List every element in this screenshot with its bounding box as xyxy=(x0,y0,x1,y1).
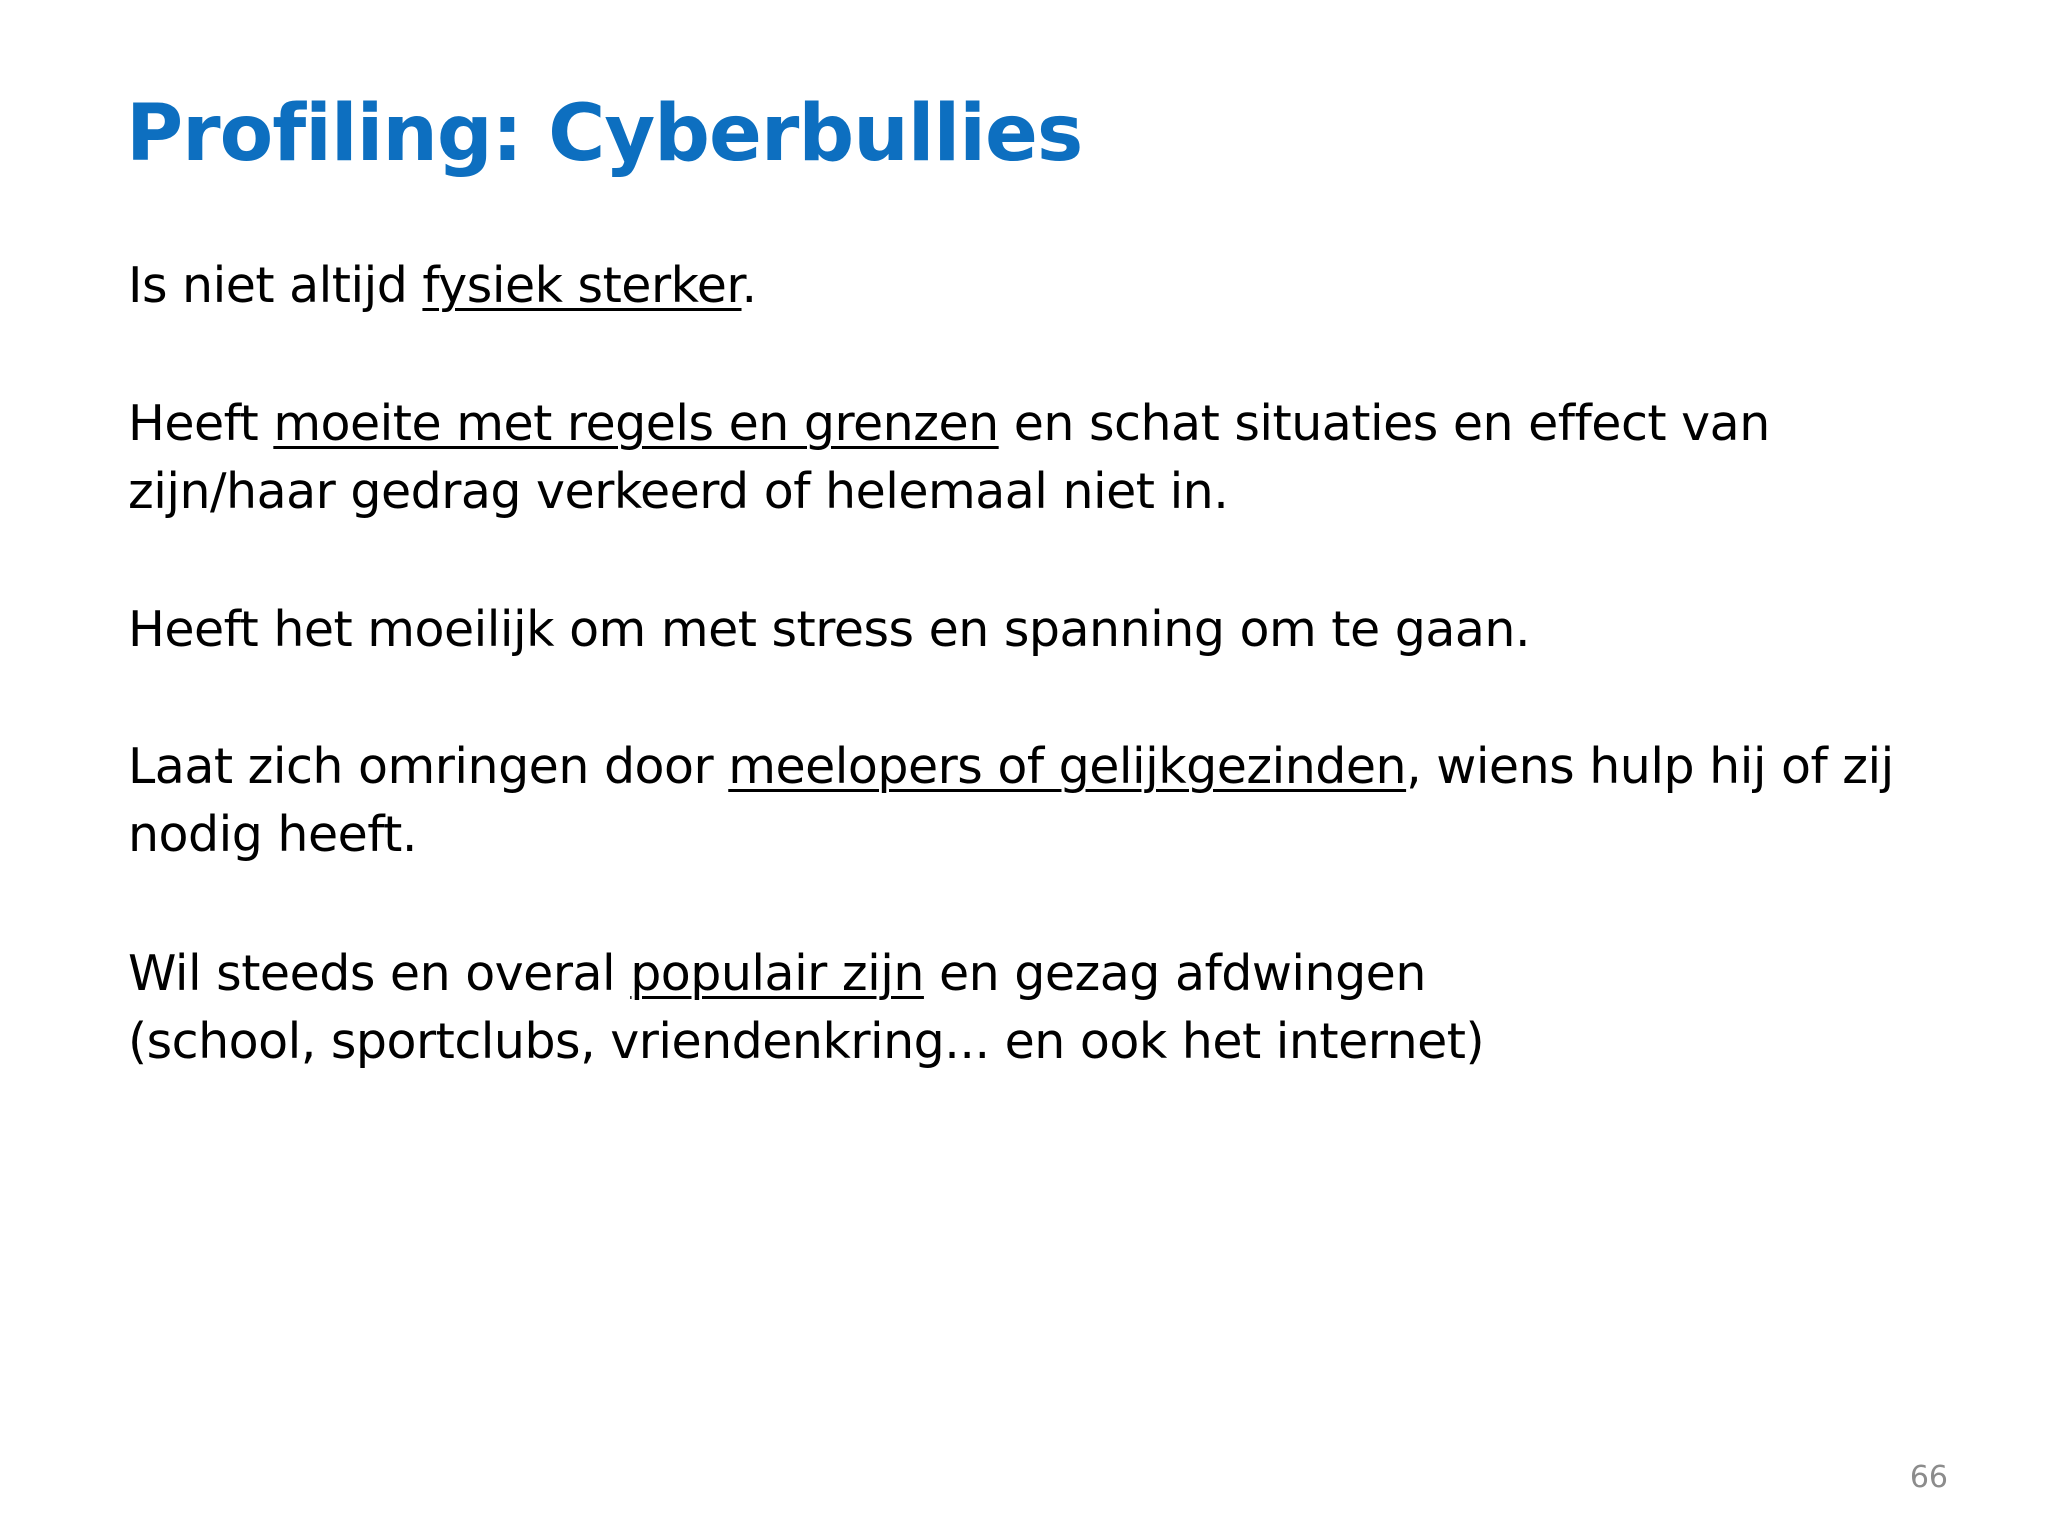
underlined-phrase: moeite met regels en grenzen xyxy=(273,395,999,452)
underlined-phrase: populair zijn xyxy=(630,945,924,1002)
text-segment-second-line: (school, sportclubs, vriendenkring... en ook het internet) xyxy=(128,1013,1485,1070)
slide-title: Profiling: Cyberbullies xyxy=(126,89,1083,179)
paragraph-rules-and-limits xyxy=(128,390,1978,526)
text-segment: . xyxy=(741,257,757,314)
underlined-phrase: fysiek sterker xyxy=(422,257,742,314)
text-segment: Is niet altijd xyxy=(128,257,423,314)
paragraph-popularity xyxy=(128,940,1978,1076)
text-segment: Heeft het moeilijk om met stress en spanning om te gaan. xyxy=(128,601,1531,658)
paragraph-stress xyxy=(128,596,1978,664)
underlined-phrase: meelopers of gelijkgezinden xyxy=(728,738,1407,795)
text-segment: Laat zich omringen door xyxy=(128,738,729,795)
paragraph-physical-strength xyxy=(128,252,1978,320)
text-segment: , wiens hulp hij of zij nodig heeft. xyxy=(128,738,1894,863)
paragraph-followers xyxy=(128,733,1978,869)
page-number: 66 xyxy=(1909,1460,1948,1495)
text-segment: Wil steeds en overal xyxy=(128,945,631,1002)
text-segment: Heeft xyxy=(128,395,274,452)
text-segment: en schat situaties en effect van zijn/haar gedrag verkeerd of helemaal niet in. xyxy=(128,395,1770,520)
text-segment: en gezag afdwingen xyxy=(923,945,1426,1002)
